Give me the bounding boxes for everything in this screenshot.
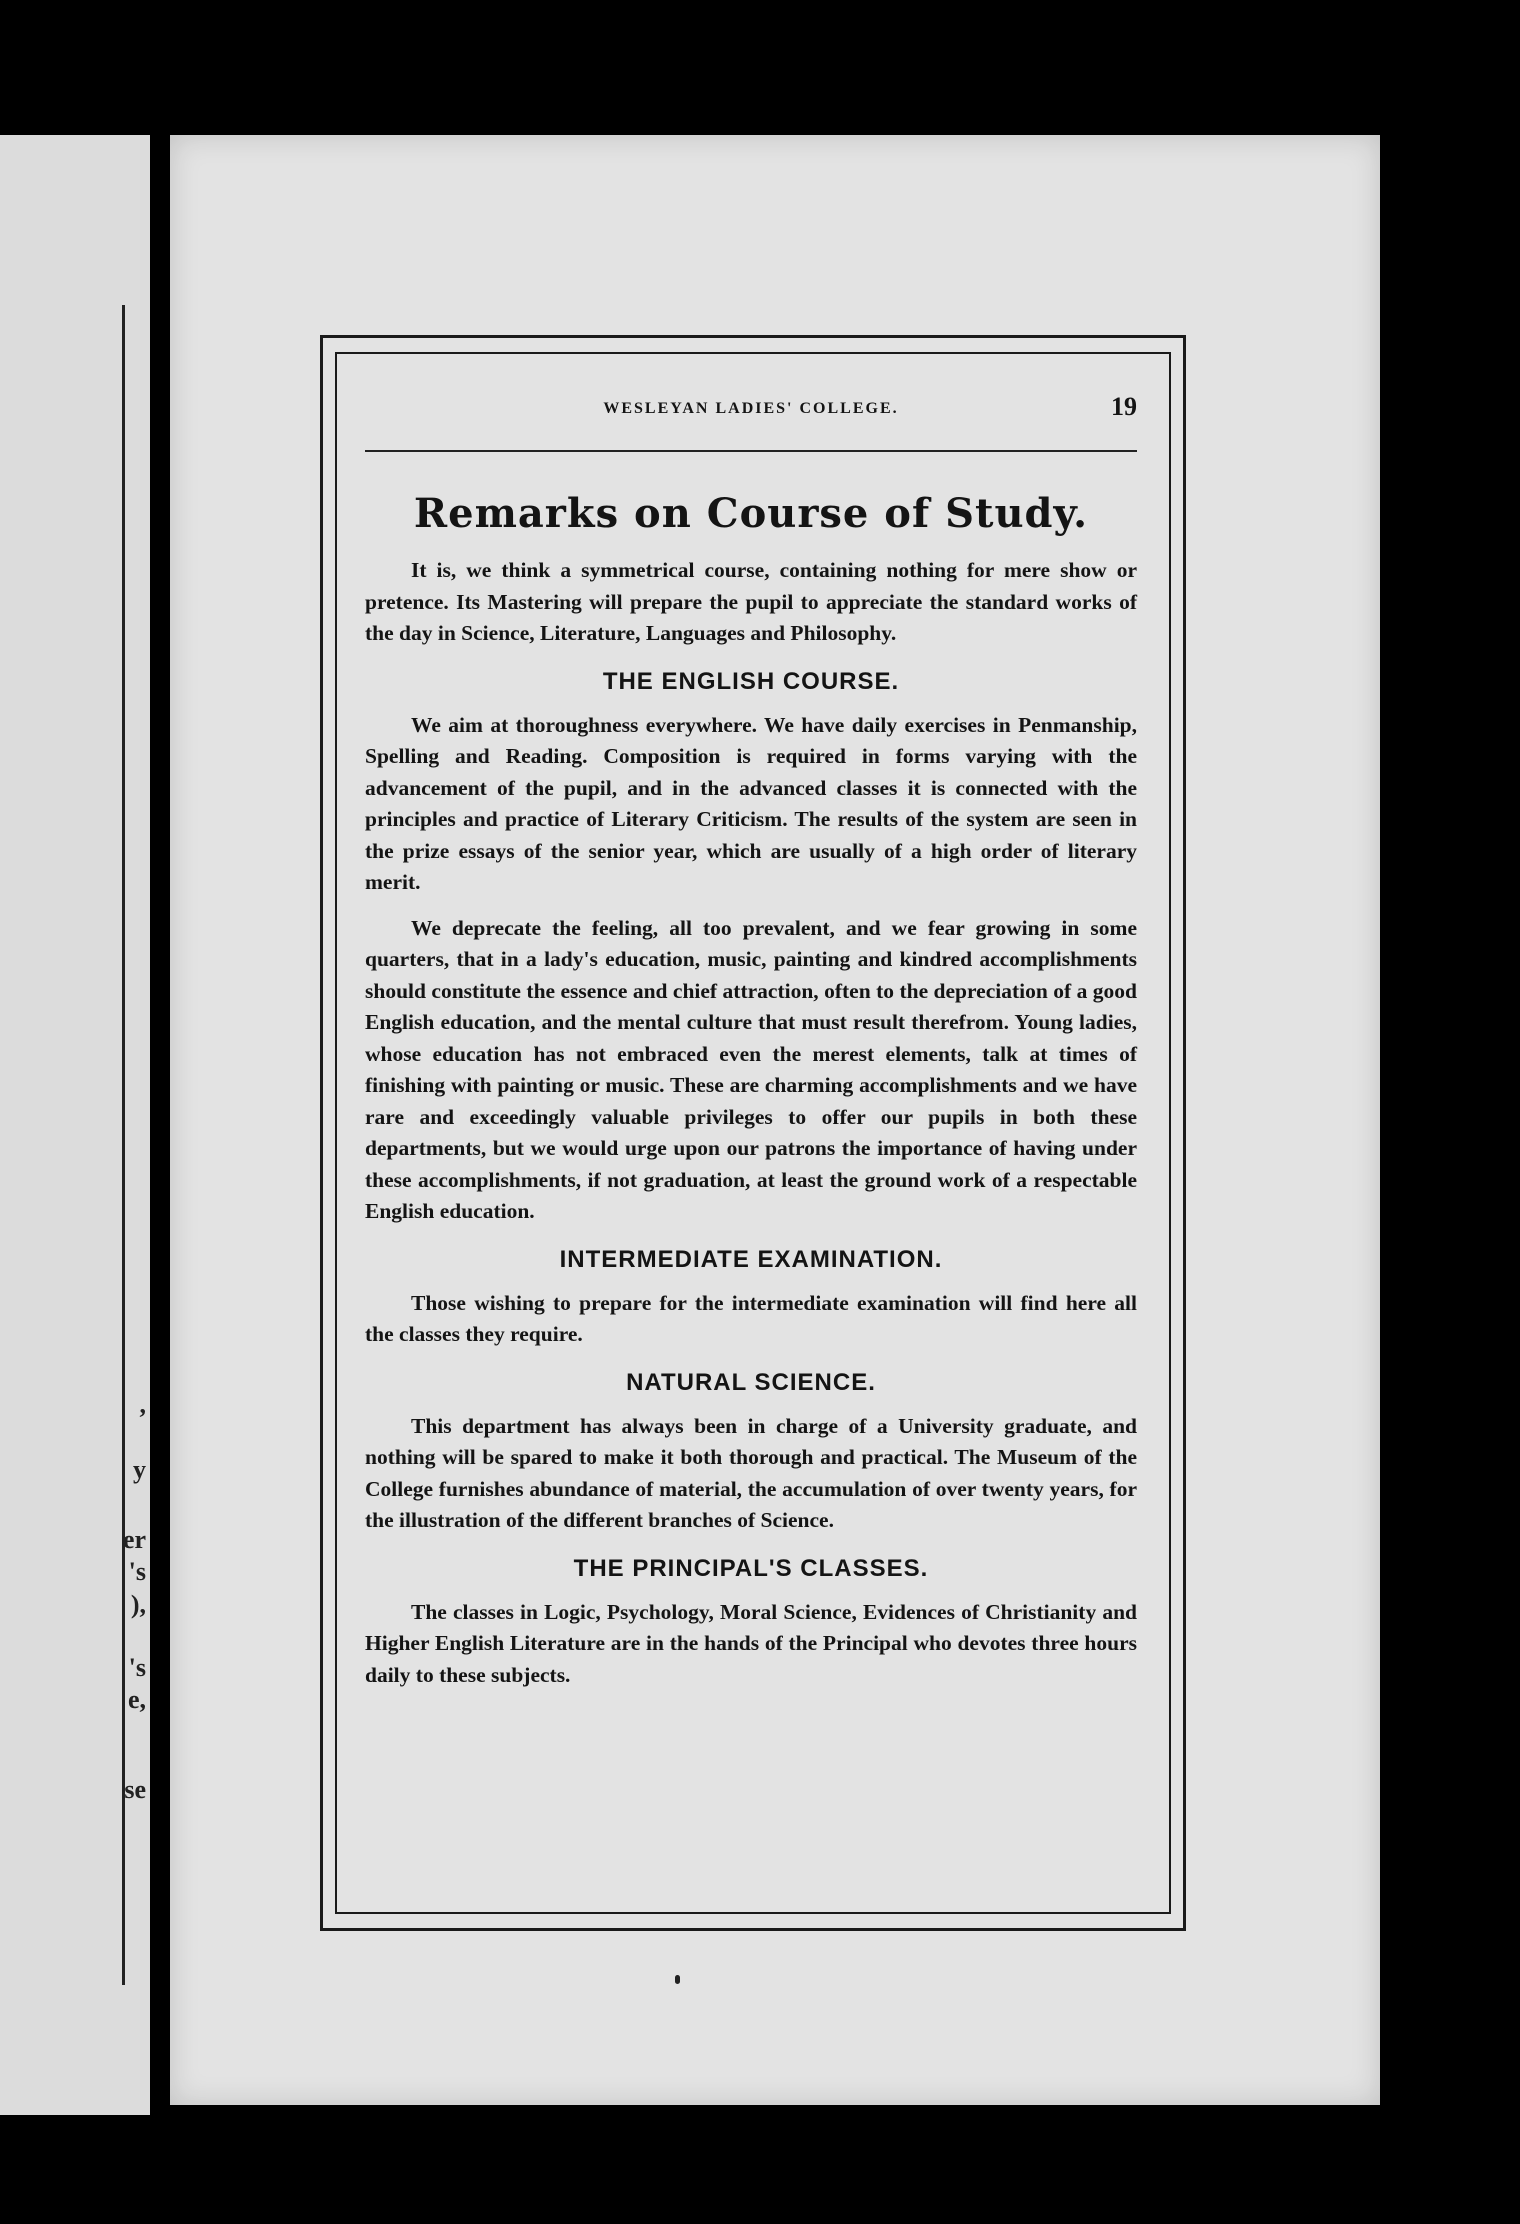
header-rule [365, 450, 1137, 452]
paragraph: This department has always been in charge of a University graduate, and nothing will be spared to make it both thorough and practical. The Museum of the College furnishes abundance of material, the accumulation of over twenty years, for the illustration of the different branches of Science. [365, 1413, 1137, 1532]
page-title: Remarks on Course of Study. [413, 490, 1089, 537]
left-page-fragment: , [139, 1390, 146, 1419]
page-frame-outer [320, 335, 1186, 1931]
book-page [170, 135, 1380, 2105]
ink-speck [675, 1975, 680, 1984]
paragraph: We aim at thoroughness everywhere. We have daily exercises in Penmanship, Spelling and Reading. Composition is required in forms varying with the advancement of the pupil, and in the advanced classes it is connected with the principles and practice of Literary Criticism. The results of the system are seen in the prize essays of the senior year, which are usually of a high order of literary merit. [365, 712, 1137, 894]
left-page-fragment: e, [127, 1685, 146, 1714]
page-frame-inner [335, 352, 1171, 1914]
section-heading-natural-science: NATURAL SCIENCE. [626, 1368, 876, 1396]
section-heading-english-course: THE ENGLISH COURSE. [602, 667, 900, 695]
paragraph: Those wishing to prepare for the intermediate examination will find here all the classes they require. [365, 1290, 1137, 1346]
page-number: 19 [1111, 392, 1137, 421]
section-heading-principals-classes: THE PRINCIPAL'S CLASSES. [573, 1554, 929, 1582]
left-page-fragment: 's [128, 1557, 146, 1586]
page-content [365, 392, 1137, 1691]
running-title: WESLEYAN LADIES' COLLEGE. [603, 400, 899, 417]
left-page-edge [0, 135, 150, 2115]
left-page-fragment: er [122, 1525, 146, 1554]
left-page-fragment: se [124, 1775, 146, 1804]
left-page-fragment: ), [130, 1590, 146, 1619]
section-heading-intermediate-examination: INTERMEDIATE EXAMINATION. [559, 1245, 943, 1273]
left-page-fragment: y [133, 1455, 146, 1484]
left-page-border [0, 305, 125, 1985]
intro-paragraph: It is, we think a symmetrical course, containing nothing for mere show or pretence. Its Mastering will prepare the pupil to appreciate the standard works of the day in Science, Literature, Languages and Philosophy. [365, 558, 1137, 645]
paragraph: We deprecate the feeling, all too prevalent, and we fear growing in some quarters, that in a lady's education, music, painting and kindred accomplishments should constitute the essence and chief attraction, often to the depreciation of a good English education, and the mental culture that must result therefrom. Young ladies, whose education has not embraced even the merest elements, talk at times of finishing with painting or music. These are charming accomplishments and we have rare and exceedingly valuable privileges to offer our pupils in both these departments, but we would urge upon our patrons the importance of having under these accomplishments, if not graduation, at least the ground work of a respectable English education. [365, 915, 1137, 1223]
left-page-fragment: 's [128, 1653, 146, 1682]
running-header [365, 392, 1137, 432]
paragraph: The classes in Logic, Psychology, Moral Science, Evidences of Christianity and Higher English Literature are in the hands of the Principal who devotes three hours daily to these subjects. [365, 1599, 1137, 1687]
